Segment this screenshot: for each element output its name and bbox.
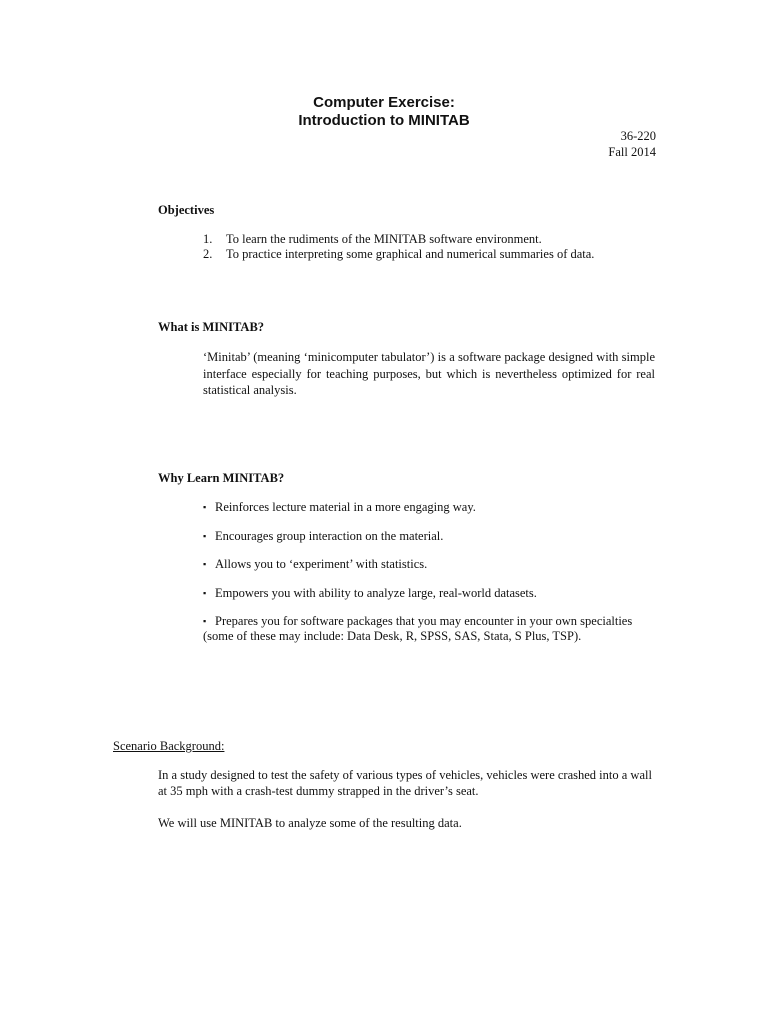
- objectives-heading: Objectives: [158, 203, 215, 217]
- objective-text: To learn the rudiments of the MINITAB software environment.: [226, 232, 542, 246]
- list-item-text: Encourages group interaction on the material.: [215, 528, 444, 543]
- bullet-icon: ▪: [203, 587, 207, 598]
- course-term: Fall 2014: [608, 145, 656, 159]
- scenario-paragraph-1: In a study designed to test the safety of various types of vehicles, vehicles were crashed into a wall at 35 mph with a crash-test dummy strapped in the driver’s seat.: [158, 768, 652, 798]
- bullet-icon: ▪: [203, 559, 207, 569]
- list-item: [203, 557, 663, 572]
- list-item: [203, 586, 663, 601]
- objective-text: To practice interpreting some graphical and numerical summaries of data.: [226, 247, 595, 261]
- list-item: [203, 529, 663, 544]
- bullet-icon: ▪: [203, 530, 207, 541]
- scenario-heading: Scenario Background:: [113, 739, 225, 753]
- list-item-text: Prepares you for software packages that you may encounter in your own specialties (some of these may include: Data Desk, R, SPSS, SAS, Stata, S Plus, TSP).: [203, 614, 633, 643]
- why-learn-heading: Why Learn MINITAB?: [158, 471, 285, 485]
- objectives-list: [203, 232, 594, 262]
- list-item: [203, 500, 663, 515]
- document-title-line-1: Computer Exercise:: [313, 94, 455, 111]
- list-item-text: Reinforces lecture material in a more engaging way.: [215, 500, 476, 514]
- objective-number: 1.: [203, 232, 213, 246]
- objective-item: [203, 232, 594, 247]
- list-item-text: Empowers you with ability to analyze large, real-world datasets.: [215, 585, 537, 600]
- bullet-icon: ▪: [203, 616, 207, 626]
- what-is-paragraph: ‘Minitab’ (meaning ‘minicomputer tabulator’) is a software package designed with simple interface especially for teaching purposes, but which is nevertheless optimized for real statistical analysis.: [203, 350, 655, 397]
- what-is-heading: What is MINITAB?: [158, 320, 265, 334]
- list-item: [203, 614, 663, 644]
- objective-item: [203, 247, 594, 262]
- bullet-icon: ▪: [203, 502, 207, 512]
- why-learn-list: [203, 500, 663, 658]
- objective-number: 2.: [203, 247, 213, 261]
- list-item-text: Allows you to ‘experiment’ with statistics.: [215, 557, 428, 571]
- scenario-paragraph-2: We will use MINITAB to analyze some of the resulting data.: [158, 816, 462, 830]
- course-number: 36-220: [620, 129, 656, 143]
- document-title-line-2: Introduction to MINITAB: [298, 112, 470, 129]
